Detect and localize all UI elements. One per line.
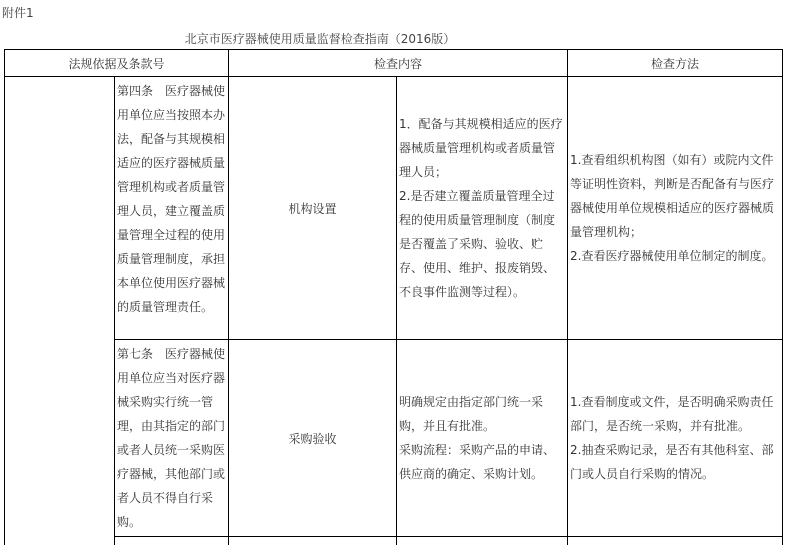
- content-cell: [397, 340, 568, 537]
- law-cell: 第七条 医疗器械使用单位应当对医疗器械采购实行统一管理，由其指定的部门或者人员统一采购医疗器械，其他部门或者人员不得自行采购。: [115, 340, 229, 537]
- method-line: 1.查看制度或文件，是否明确采购责任部门，是否统一采购，并有批准。: [570, 390, 780, 438]
- blank-cell: [5, 77, 115, 545]
- empty-cell: [115, 537, 229, 545]
- content-line: 2.是否建立覆盖质量管理全过程的使用质量管理制度（制度是否覆盖了采购、验收、贮存、使用、维护、报废销毁、不良事件监测等过程）。: [399, 184, 565, 304]
- annex-label: 附件1: [2, 4, 34, 21]
- table-row-partial: [5, 537, 783, 545]
- item-cell: 机构设置: [229, 77, 397, 340]
- empty-cell: [397, 537, 568, 545]
- document-title: 北京市医疗器械使用质量监督检查指南（2016版）: [0, 30, 640, 47]
- table-header-row: [5, 50, 783, 77]
- item-cell: 采购验收: [229, 340, 397, 537]
- empty-cell: [229, 537, 397, 545]
- content-cell: [397, 77, 568, 340]
- column-header-content: 检查内容: [229, 50, 568, 77]
- empty-cell: [568, 537, 783, 545]
- method-line: 2.查看医疗器械使用单位制定的制度。: [570, 244, 780, 268]
- content-line: 明确规定由指定部门统一采购，并且有批准。: [399, 390, 565, 438]
- content-line: 采购流程：采购产品的申请、供应商的确定、采购计划。: [399, 438, 565, 486]
- column-header-law: 法规依据及条款号: [5, 50, 229, 77]
- column-header-method: 检查方法: [568, 50, 783, 77]
- table-row: [5, 340, 783, 537]
- law-cell: 第四条 医疗器械使用单位应当按照本办法，配备与其规模相适应的医疗器械质量管理机构或者质量管理人员，建立覆盖质量管理全过程的使用质量管理制度，承担本单位使用医疗器械的质量管理责任。: [115, 77, 229, 340]
- content-line: 1．配备与其规模相适应的医疗器械质量管理机构或者质量管理人员；: [399, 112, 565, 184]
- table-row: [5, 77, 783, 340]
- method-cell: [568, 77, 783, 340]
- method-cell: [568, 340, 783, 537]
- method-line: 1.查看组织机构图（如有）或院内文件等证明性资料，判断是否配备有与医疗器械使用单位规模相适应的医疗器械质量管理机构；: [570, 148, 780, 244]
- inspection-guide-table: [4, 49, 783, 545]
- method-line: 2.抽查采购记录，是否有其他科室、部门或人员自行采购的情况。: [570, 438, 780, 486]
